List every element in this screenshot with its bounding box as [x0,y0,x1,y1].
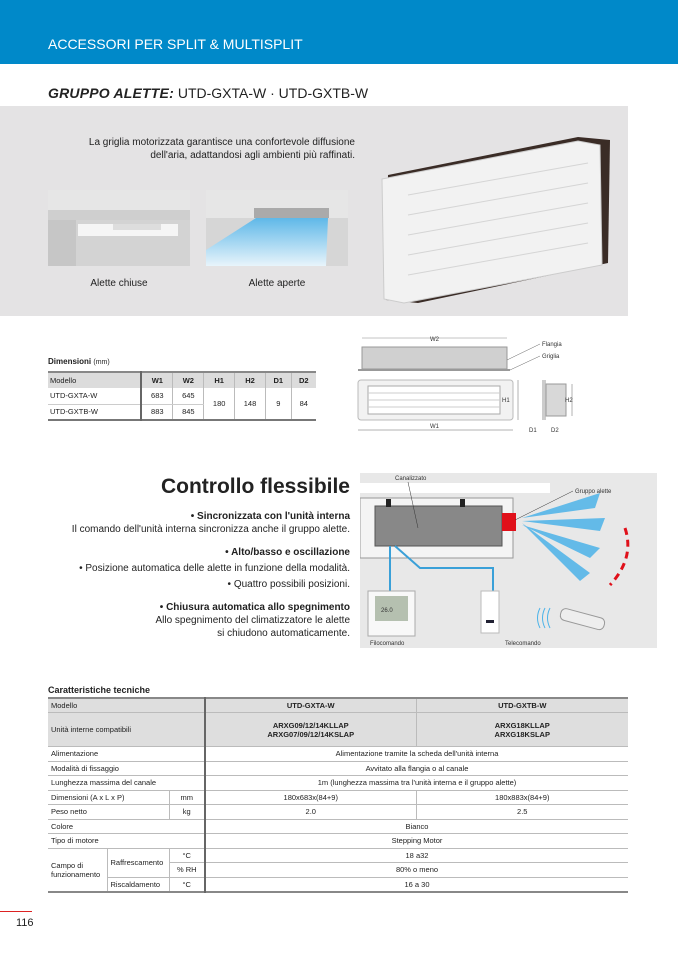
louvers-closed-image [48,190,190,266]
page-number-rule [0,911,32,912]
dimensions-label: Dimensioni (mm) [48,357,110,366]
table-row: Campo di funzionamento Raffrescamento °C 18 a32 [48,848,628,863]
svg-text:W2: W2 [430,337,439,343]
table-row: Lunghezza massima del canale 1m (lunghezza massima tra l'unità interna e il gruppo alette) [48,776,628,791]
product-title [48,85,368,101]
product-title-label: GRUPPO ALETTE: [48,85,174,101]
table-row: Modello UTD-GXTA-W UTD-GXTB-W [48,698,628,713]
table-row: % RH 80% o meno [48,863,628,878]
section-title: ACCESSORI PER SPLIT & MULTISPLIT [48,36,303,52]
product-models: UTD-GXTA-W · UTD-GXTB-W [177,85,369,101]
table-row: Colore Bianco [48,819,628,834]
table-row: Dimensioni (A x L x P) mm 180x683x(84+9) 180x883x(84+9) [48,790,628,805]
svg-text:Griglia: Griglia [542,354,560,360]
page-number: 116 [16,917,34,929]
control-features: • Sincronizzata con l'unità interna Il comando dell'unità interna sincronizza anche il gruppo alette. • Alto/basso e oscillazione • Posizione automatica delle alette in funzione della modalità. • Quattro possibili posizioni. • Chiusura automatica allo spegnimento Allo spegnimento del climatizzatore le alette si chiudono automaticamente. [71,511,350,639]
svg-text:D1: D1 [529,428,537,434]
table-row: UTD-GXTA-W 683 645 180 148 9 84 [48,388,316,404]
control-diagram [360,473,657,648]
product-description: La griglia motorizzata garantisce una confortevole diffusione dell'aria, adattandosi agli ambienti più raffinati. [88,137,355,161]
caption-closed: Alette chiuse [90,278,148,289]
svg-text:H1: H1 [502,398,510,404]
svg-text:D2: D2 [551,428,559,434]
svg-text:Flangia: Flangia [542,342,562,348]
table-row: Modalità di fissaggio Avvitato alla flangia o al canale [48,761,628,776]
control-title: Controllo flessibile [160,475,350,498]
louver-product-image [378,135,614,305]
dimension-drawing [350,330,600,440]
display-reading: 26.0 [381,608,393,614]
table-row: Unità interne compatibili ARXG09/12/14KLLAP ARXG07/09/12/14KSLAP ARXG18KLLAP ARXG18KSLAP [48,713,628,747]
spec-title: Caratteristiche tecniche [48,685,151,695]
svg-text:W1: W1 [430,424,439,430]
table-row: UTD-GXTB-W 883 845 [48,404,316,420]
svg-text:Filocomando: Filocomando [370,641,405,647]
caption-open: Alette aperte [248,278,306,289]
louvers-open-image [206,190,348,266]
svg-text:Telecomando: Telecomando [505,641,541,647]
svg-text:Canalizzato: Canalizzato [395,476,427,482]
section-header [0,0,678,64]
svg-text:H2: H2 [565,398,573,404]
spec-table [48,697,628,893]
table-row: Tipo di motore Stepping Motor [48,834,628,849]
table-row: Riscaldamento °C 16 a 30 [48,877,628,892]
svg-text:Gruppo alette: Gruppo alette [575,489,612,495]
dimensions-table [48,371,316,421]
table-header-row: Modello W1 W2 H1 H2 D1 D2 [48,372,316,388]
table-row: Peso netto kg 2.0 2.5 [48,805,628,820]
table-row: Alimentazione Alimentazione tramite la scheda dell'unità interna [48,747,628,762]
